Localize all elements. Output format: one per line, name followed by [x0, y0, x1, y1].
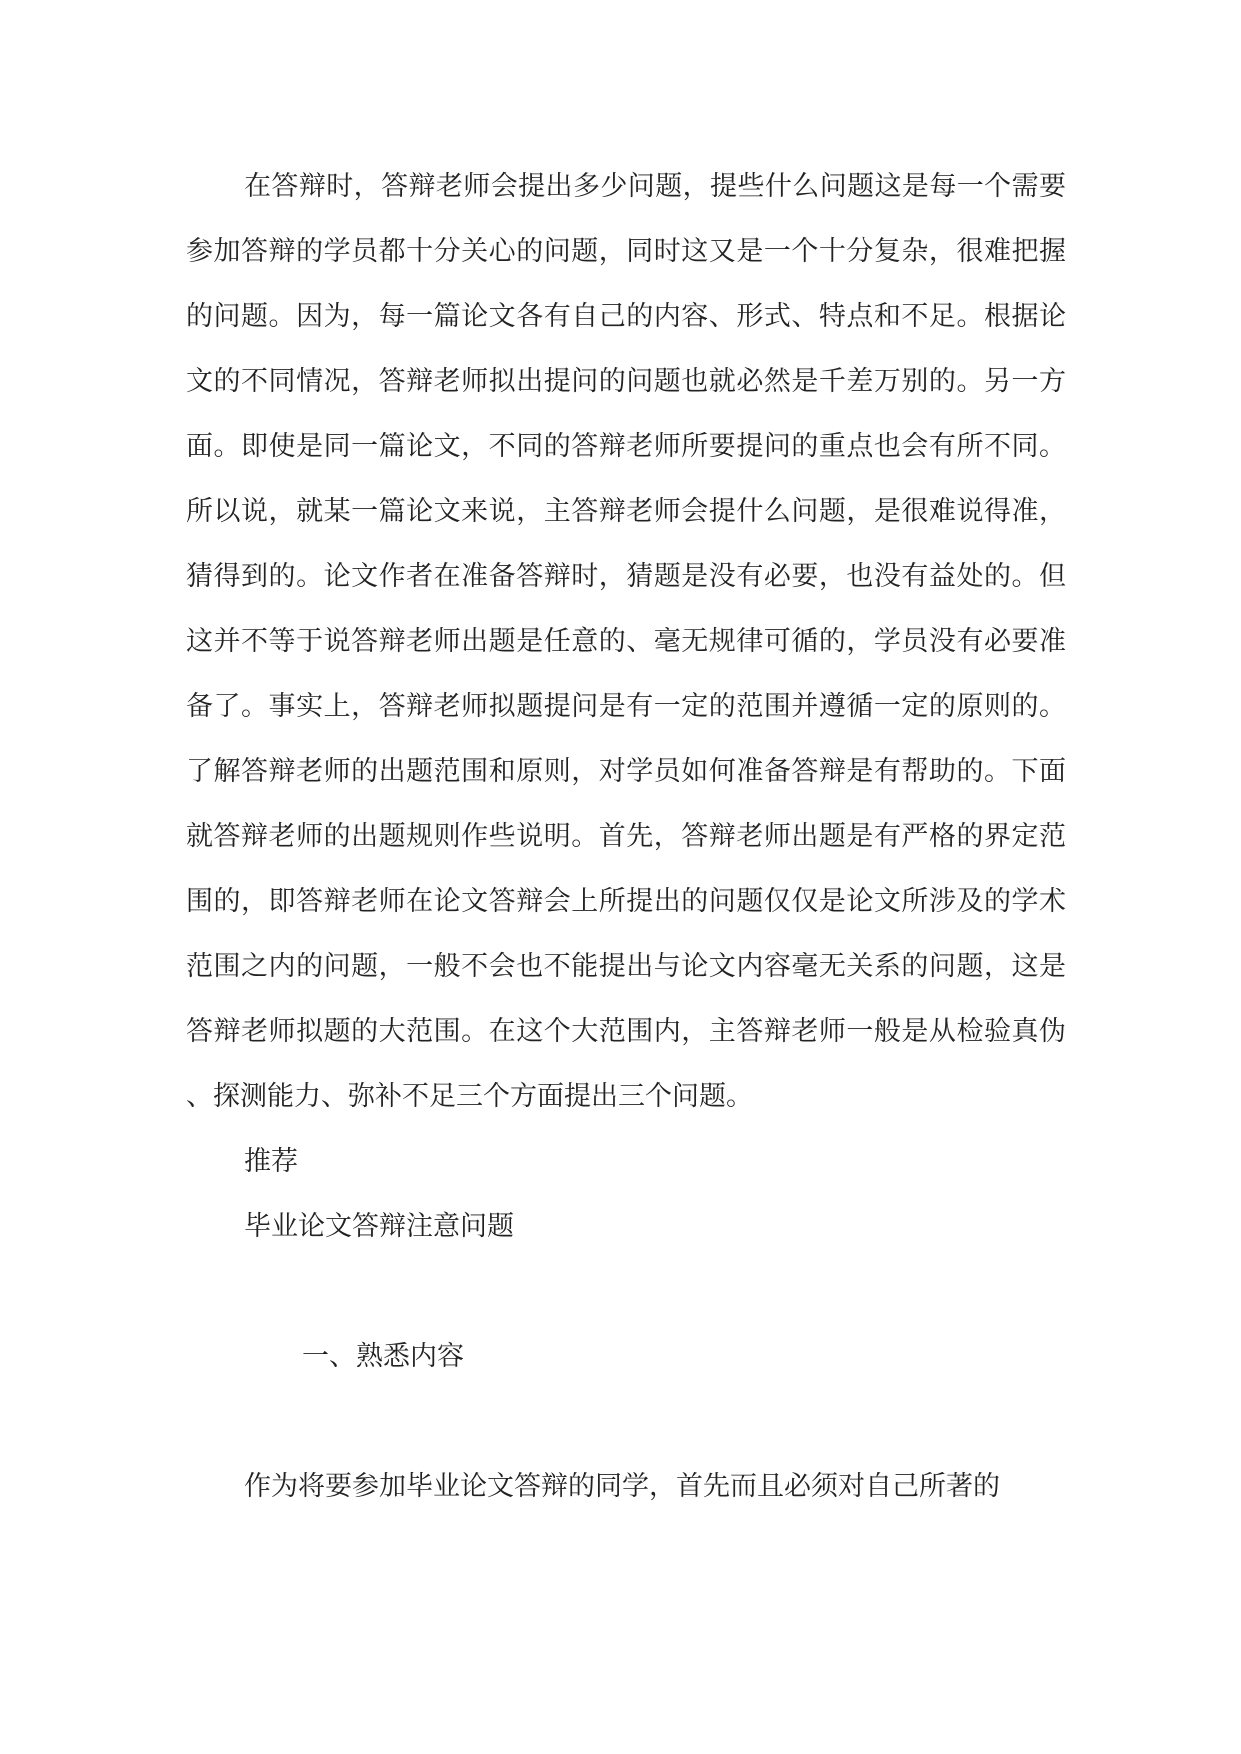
document-body — [186, 154, 1066, 1519]
recommend-title: 毕业论文答辩注意问题 — [244, 1211, 514, 1242]
body-paragraph-2: 作为将要参加毕业论文答辩的同学，首先而且必须对自己所著的 — [244, 1471, 1000, 1502]
recommend-label: 推荐 — [244, 1146, 298, 1177]
section-heading: 一、熟悉内容 — [302, 1341, 464, 1372]
body-paragraph: 在答辩时，答辩老师会提出多少问题，提些什么问题这是每一个需要参加答辩的学员都十分关心的问题，同时这又是一个十分复杂，很难把握的问题。因为，每一篇论文各有自己的内容、形式、特点和不足。根据论文的不同情况，答辩老师拟出提问的问题也就必然是千差万别的。另一方面。即使是同一篇论文，不同的答辩老师所要提问的重点也会有所不同。所以说，就某一篇论文来说，主答辩老师会提什么问题，是很难说得准，猜得到的。论文作者在准备答辩时，猜题是没有必要，也没有益处的。但这并不等于说答辩老师出题是任意的、毫无规律可循的，学员没有必要准备了。事实上，答辩老师拟题提问是有一定的范围并遵循一定的原则的。了解答辩老师的出题范围和原则，对学员如何准备答辩是有帮助的。下面就答辩老师的出题规则作些说明。首先，答辩老师出题是有严格的界定范围的，即答辩老师在论文答辩会上所提出的问题仅仅是论文所涉及的学术范围之内的问题，一般不会也不能提出与论文内容毫无关系的问题，这是答辩老师拟题的大范围。在这个大范围内，主答辩老师一般是从检验真伪、探测能力、弥补不足三个方面提出三个问题。 — [186, 171, 1066, 1112]
